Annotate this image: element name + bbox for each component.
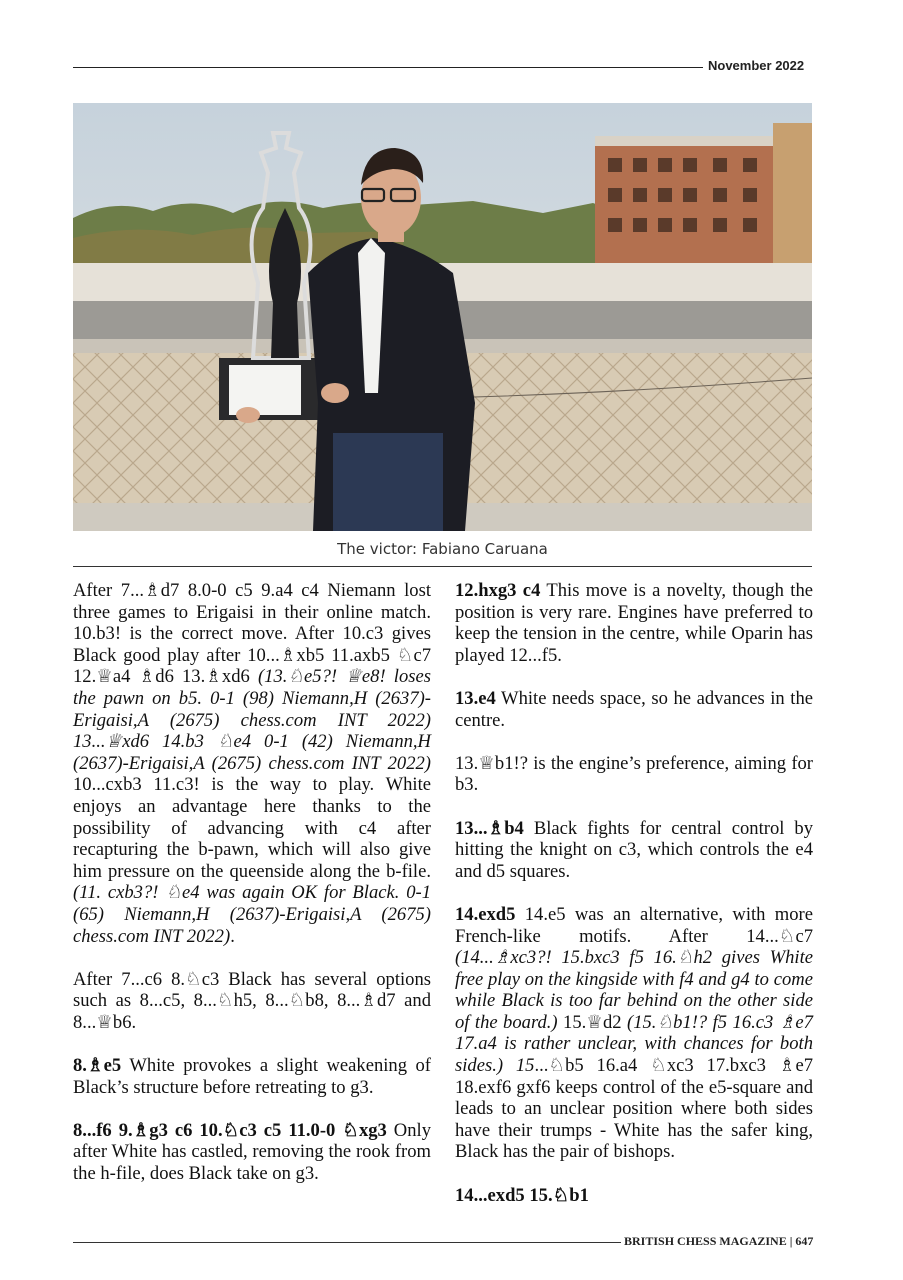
- footer-page-label: BRITISH CHESS MAGAZINE | 647: [624, 1234, 814, 1248]
- caption-rule: [73, 566, 812, 567]
- paragraph: 13.♕b1!? is the engine’s preference, aiming for b3.: [455, 752, 813, 796]
- header-rule: [73, 67, 703, 68]
- paragraph: After 7...♗d7 8.0-0 c5 9.a4 c4 Niemann lost three games to Erigaisi in their online match. 10.b3! is the correct move. After 10.c3 gives Black good play after 10...♗xb5 11.axb5 ♘c7 12.♕a4 ♗d6 13.♗xd6 (13.♘e5?! ♕e8! loses the pawn on b5. 0-1 (98) Niemann,H (2637)-Erigaisi,A (2675) chess.com INT 2022) 13...♕xd6 14.b3 ♘e4 0-1 (42) Niemann,H (2637)-Erigaisi,A (2675) chess.com INT 2022) 10...cxb3 11.c3! is the way to play. White enjoys an advantage here thanks to the possibility of advancing with c4 after recapturing the b-pawn, which will also give him pressure on the queenside along the b-file. (11. cxb3?! ♘e4 was again OK for Black. 0-1 (65) Niemann,H (2637)-Erigaisi,A (2675) chess.com INT 2022).: [73, 580, 431, 947]
- right-column: [455, 580, 813, 1206]
- paragraph: 8...f6 9.♗g3 c6 10.♘c3 c5 11.0-0 ♘xg3 Only after White has castled, removing the rook from the h-file, does Black take on g3.: [73, 1119, 431, 1185]
- paragraph: 13...♗b4 Black fights for central control by hitting the knight on c3, which controls the e4 and d5 squares.: [455, 817, 813, 882]
- left-column: [73, 580, 431, 1185]
- paragraph: 14.exd5 14.e5 was an alternative, with more French-like motifs. After 14...♘c7 (14...♗xc3?! 15.bxc3 f5 16.♘h2 gives White free play on the kingside with f4 and g4 to come while Black is too far behind on the other side of the board.) 15.♕d2 (15.♘b1!? f5 16.c3 ♗e7 17.a4 is rather unclear, with chances for both sides.) 15...♘b5 16.a4 ♘xc3 17.bxc3 ♗e7 18.exf6 gxf6 keeps control of the e5-square and leads to an unclear position where both sides have their trumps - White has the safer king, Black has the pair of bishops.: [455, 903, 813, 1163]
- paragraph: 14...exd5 15.♘b1: [455, 1184, 589, 1206]
- paragraph: 8.♗e5 White provokes a slight weakening of Black’s structure before retreating to g3.: [73, 1055, 431, 1098]
- paragraph: 12.hxg3 c4 This move is a novelty, though the position is very rare. Engines have preferred to keep the tension in the centre, while Oparin has played 12...f5.: [455, 580, 814, 666]
- footer-rule: [73, 1242, 621, 1243]
- photo-caption: The victor: Fabiano Caruana: [337, 540, 548, 558]
- caruana-trophy-photo: [73, 103, 812, 531]
- issue-date: November 2022: [708, 58, 805, 73]
- paragraph: 13.e4 White needs space, so he advances in the centre.: [455, 687, 813, 731]
- paragraph: After 7...c6 8.♘c3 Black has several options such as 8...c5, 8...♘h5, 8...♘b8, 8...♗d7 and 8...♕b6.: [73, 968, 431, 1033]
